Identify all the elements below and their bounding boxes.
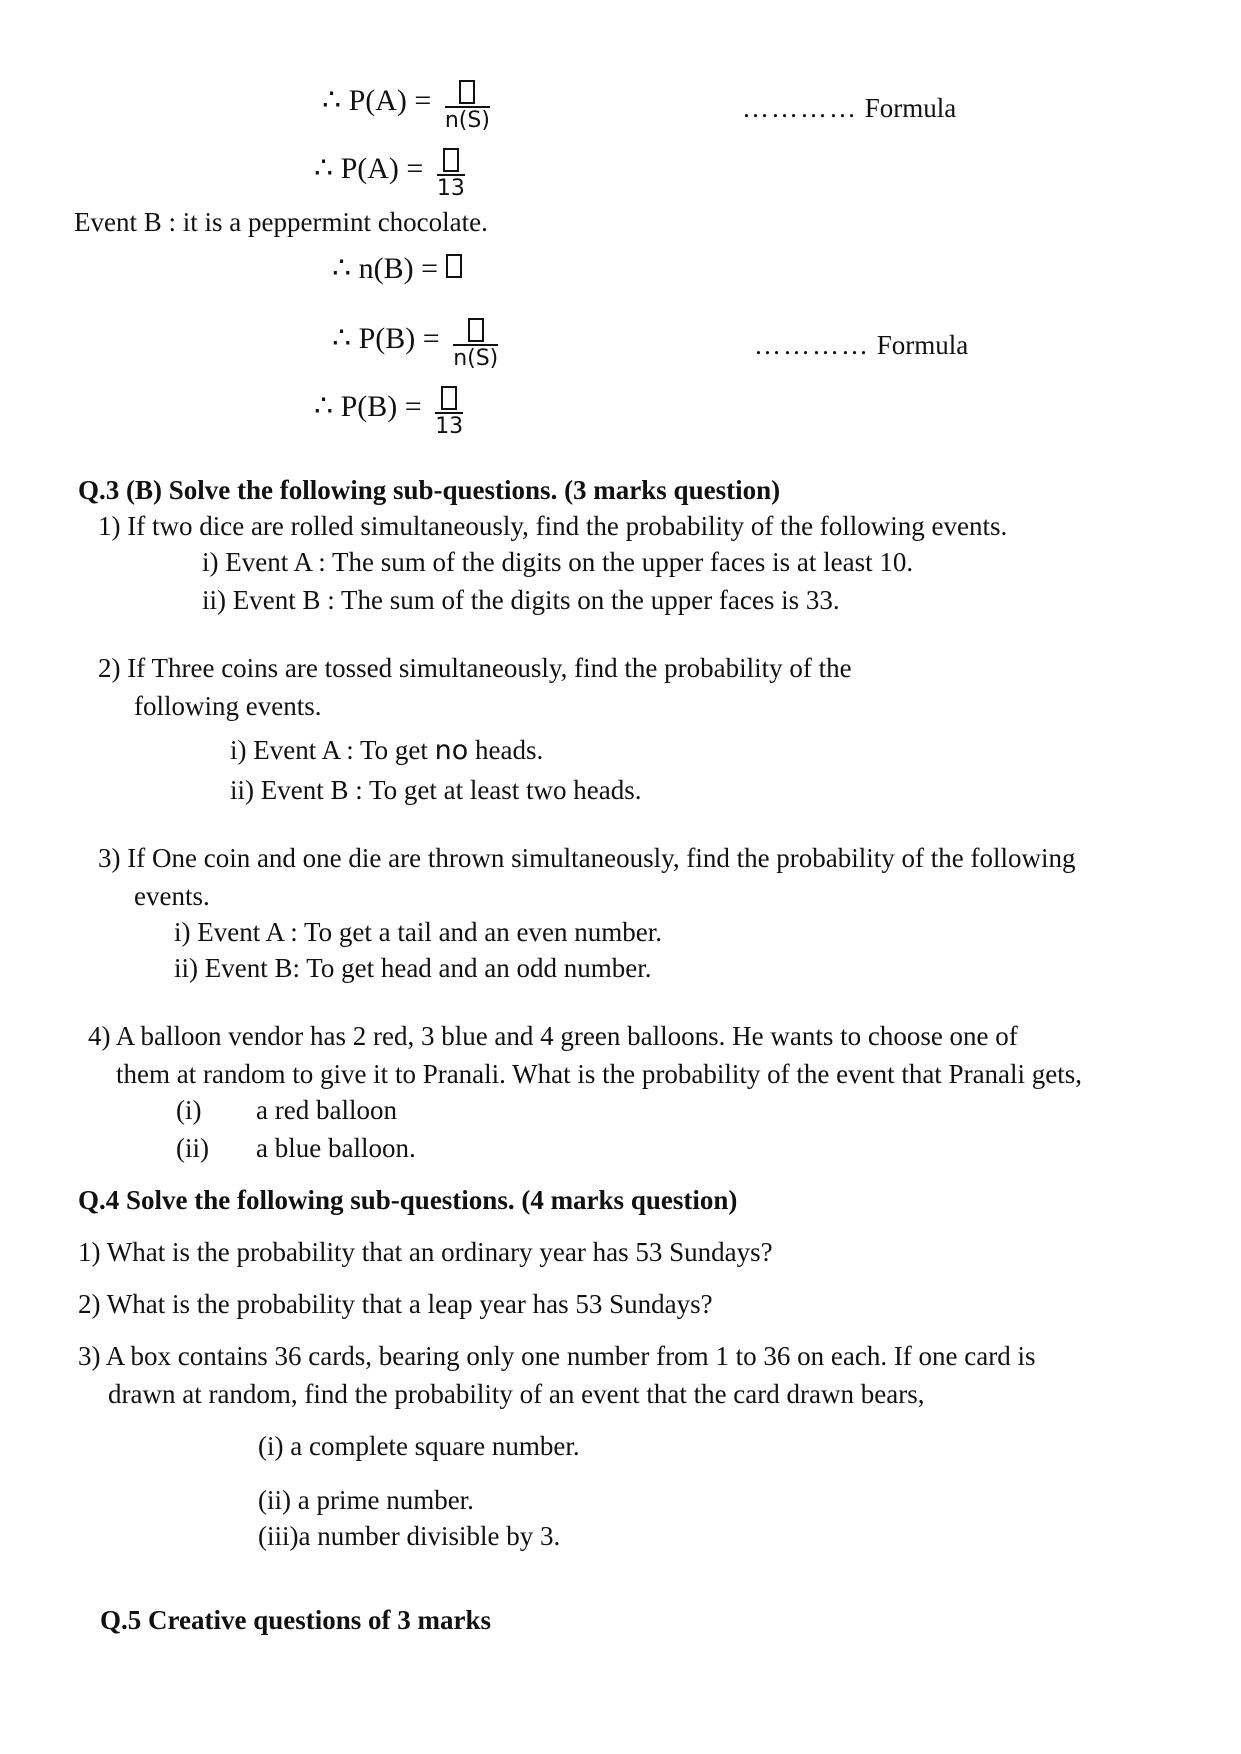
q3b-3-i: i) Event A : To get a tail and an even number. bbox=[174, 917, 662, 947]
blank-box bbox=[468, 318, 484, 342]
nb-lhs: n(B) = bbox=[358, 252, 439, 285]
q3b-3-line1: 3) If One coin and one die are thrown simultaneously, find the probability of the following bbox=[98, 843, 1076, 873]
pa-lhs: P(A) = bbox=[340, 151, 424, 185]
pa-lhs: P(A) = bbox=[348, 83, 432, 117]
q3b-1-line1: 1) If two dice are rolled simultaneously, find the probability of the following events. bbox=[98, 511, 1008, 541]
pa-formula-annotation bbox=[742, 92, 956, 124]
blank-box bbox=[459, 80, 475, 104]
q4-3-iii: (iii)a number divisible by 3. bbox=[258, 1521, 561, 1551]
q4-3-ii: (ii) a prime number. bbox=[258, 1485, 474, 1515]
pb-fraction-ns bbox=[453, 310, 498, 372]
therefore-symbol: ∴ bbox=[332, 252, 352, 285]
pa-value-line bbox=[314, 140, 465, 202]
q3b-1-i: i) Event A : The sum of the digits on the upper faces is at least 10. bbox=[202, 547, 914, 577]
fraction-numerator bbox=[453, 310, 498, 344]
q4-1: 1) What is the probability that an ordinary year has 53 Sundays? bbox=[78, 1237, 773, 1267]
therefore-symbol: ∴ bbox=[314, 151, 334, 185]
blank-box bbox=[443, 148, 459, 172]
pb-fraction-13 bbox=[435, 378, 463, 440]
event-b-description: Event B : it is a peppermint chocolate. bbox=[74, 207, 488, 237]
dotted-leader: ………… bbox=[742, 93, 858, 123]
q3b-2-line1: 2) If Three coins are tossed simultaneously, find the probability of the bbox=[98, 653, 852, 683]
q3b-2-i bbox=[230, 734, 543, 767]
q4-3-line2: drawn at random, find the probability of an event that the card drawn bears, bbox=[108, 1379, 925, 1409]
q3b-2-i-post: heads. bbox=[468, 735, 544, 765]
q3b-4-line2: them at random to give it to Pranali. What is the probability of the event that Pranali gets, bbox=[116, 1059, 1083, 1089]
pb-lhs: P(B) = bbox=[358, 321, 440, 355]
pa-fraction-ns bbox=[445, 72, 490, 134]
pa-fraction-13 bbox=[437, 140, 465, 202]
formula-label: Formula bbox=[876, 330, 969, 360]
therefore-symbol: ∴ bbox=[314, 389, 334, 423]
q3b-3-ii: ii) Event B: To get head and an odd number. bbox=[174, 953, 652, 983]
blank-box bbox=[446, 254, 462, 278]
fraction-numerator bbox=[435, 378, 463, 412]
fraction-numerator bbox=[437, 140, 465, 174]
q4-3-line1: 3) A box contains 36 cards, bearing only one number from 1 to 36 on each. If one card is bbox=[78, 1341, 1036, 1371]
q3b-4-i-num: (i) bbox=[176, 1095, 202, 1125]
q4-2: 2) What is the probability that a leap year has 53 Sundays? bbox=[78, 1289, 713, 1319]
fraction-denominator: n(S) bbox=[444, 108, 490, 133]
formula-label: Formula bbox=[864, 93, 957, 123]
pa-formula-line bbox=[322, 72, 490, 134]
pb-lhs: P(B) = bbox=[340, 389, 422, 423]
q3b-2-line2: following events. bbox=[134, 691, 322, 721]
q5-heading: Q.5 Creative questions of 3 marks bbox=[100, 1605, 491, 1635]
nb-line bbox=[332, 252, 462, 286]
pb-formula-line bbox=[332, 310, 498, 372]
q4-3-i: (i) a complete square number. bbox=[258, 1431, 580, 1461]
q3b-3-line2: events. bbox=[134, 881, 210, 911]
blank-box bbox=[441, 386, 457, 410]
q3b-4-line1: 4) A balloon vendor has 2 red, 3 blue and 4 green balloons. He wants to choose one of bbox=[88, 1021, 1018, 1051]
q3b-4-i-text: a red balloon bbox=[256, 1095, 397, 1125]
q3b-heading: Q.3 (B) Solve the following sub-questions. (3 marks question) bbox=[78, 475, 781, 505]
q4-heading: Q.4 Solve the following sub-questions. (4 marks question) bbox=[78, 1185, 738, 1215]
fraction-denominator: 13 bbox=[436, 176, 465, 201]
pb-value-line bbox=[314, 378, 463, 440]
fraction-denominator: n(S) bbox=[453, 346, 499, 371]
fraction-denominator: 13 bbox=[435, 414, 464, 439]
q3b-2-ii: ii) Event B : To get at least two heads. bbox=[230, 775, 642, 805]
therefore-symbol: ∴ bbox=[332, 321, 352, 355]
q3b-4-ii-text: a blue balloon. bbox=[256, 1133, 416, 1163]
therefore-symbol: ∴ bbox=[322, 83, 342, 117]
q3b-1-ii: ii) Event B : The sum of the digits on the upper faces is 33. bbox=[202, 585, 840, 615]
q3b-2-i-no: no bbox=[434, 735, 469, 766]
dotted-leader: ………… bbox=[754, 330, 870, 360]
q3b-4-ii-num: (ii) bbox=[176, 1133, 209, 1163]
fraction-numerator bbox=[445, 72, 490, 106]
q3b-2-i-pre: i) Event A : To get bbox=[230, 735, 435, 765]
pb-formula-annotation bbox=[754, 329, 968, 361]
